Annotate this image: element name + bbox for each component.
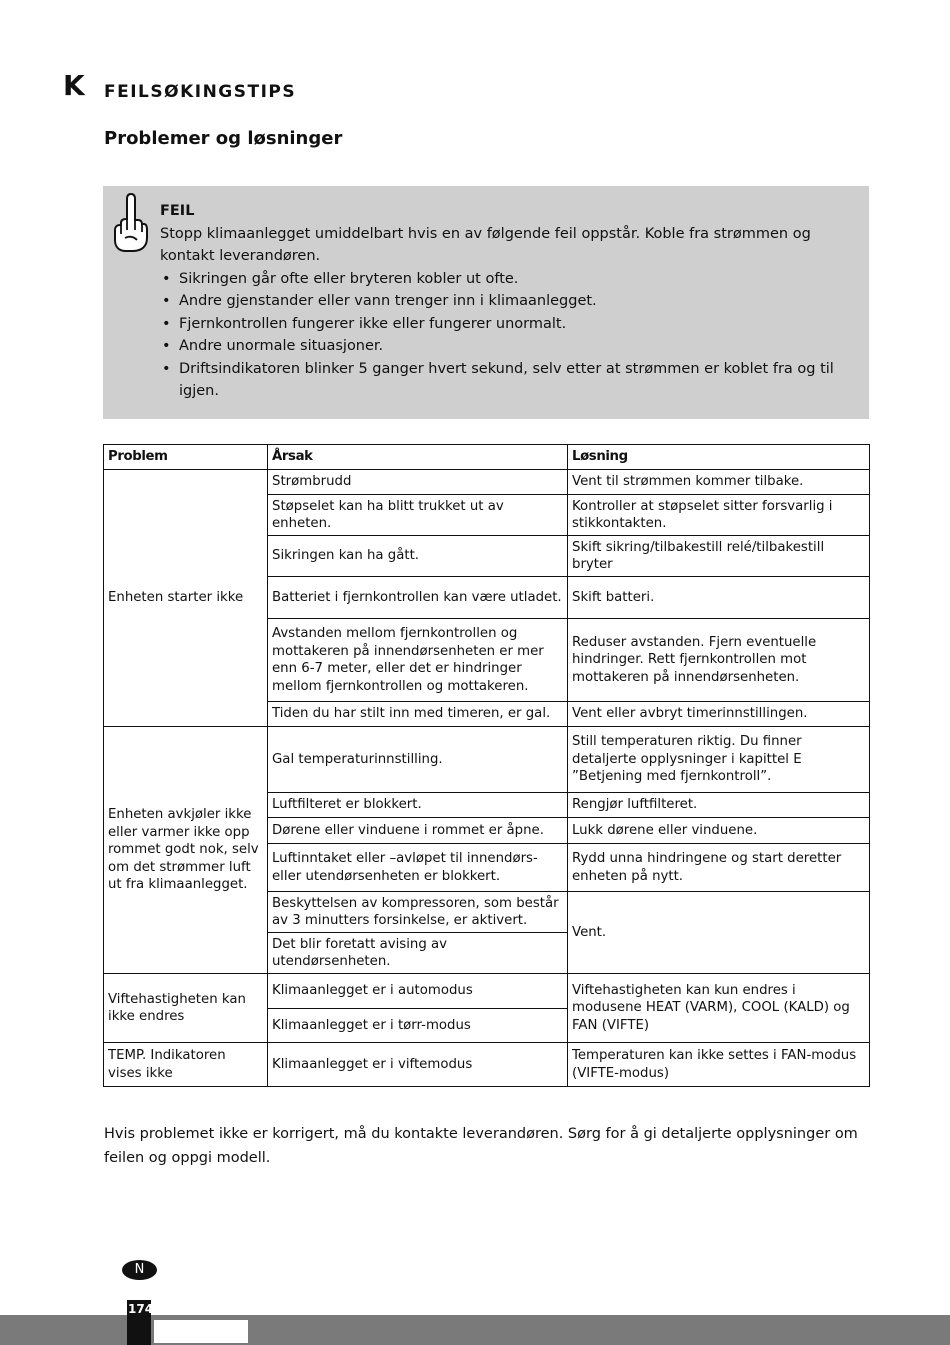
solution-cell: Skift batteri. xyxy=(568,577,870,619)
cause-cell: Det blir foretatt avising av utendørsenheten. xyxy=(268,933,568,974)
warning-heading: FEIL xyxy=(160,203,195,219)
cause-cell: Strømbrudd xyxy=(268,470,568,495)
warning-item: • Andre unormale situasjoner. xyxy=(160,335,850,358)
solution-cell: Vent til strømmen kommer tilbake. xyxy=(568,470,870,495)
solution-cell: Rengjør luftfilteret. xyxy=(568,793,870,818)
cause-cell: Klimaanlegget er i automodus xyxy=(268,974,568,1009)
warning-box xyxy=(103,186,869,419)
table-row xyxy=(104,470,870,495)
warning-item: • Fjernkontrollen fungerer ikke eller fungerer unormalt. xyxy=(160,313,850,336)
warning-intro: Stopp klimaanlegget umiddelbart hvis en av følgende feil oppstår. Koble fra strømmen og kontakt leverandøren. xyxy=(160,225,811,264)
column-header-problem: Problem xyxy=(104,445,268,470)
table-row xyxy=(104,1043,870,1087)
table-header-row xyxy=(104,445,870,470)
warning-list xyxy=(160,268,850,403)
solution-cell: Temperaturen kan ikke settes i FAN-modus (VIFTE-modus) xyxy=(568,1043,870,1087)
cause-cell: Luftfilteret er blokkert. xyxy=(268,793,568,818)
problem-cell: Enheten starter ikke xyxy=(104,470,268,727)
solution-cell: Lukk dørene eller vinduene. xyxy=(568,818,870,844)
pointing-finger-icon xyxy=(109,190,149,254)
footer-white-strip xyxy=(154,1320,248,1343)
section-letter: K xyxy=(63,69,85,102)
solution-cell: Kontroller at støpselet sitter forsvarlig i stikkontakten. xyxy=(568,495,870,536)
cause-cell: Dørene eller vinduene i rommet er åpne. xyxy=(268,818,568,844)
cause-cell: Batteriet i fjernkontrollen kan være utladet. xyxy=(268,577,568,619)
warning-item: • Sikringen går ofte eller bryteren kobler ut ofte. xyxy=(160,268,850,291)
solution-cell: Viftehastigheten kan kun endres i modusene HEAT (VARM), COOL (KALD) og FAN (VIFTE) xyxy=(568,974,870,1043)
page-subheading: Problemer og løsninger xyxy=(104,128,343,149)
problem-cell: Enheten avkjøler ikke eller varmer ikke opp rommet godt nok, selv om det strømmer luft ut fra klimaanlegget. xyxy=(104,727,268,974)
solution-cell: Vent eller avbryt timerinnstillingen. xyxy=(568,702,870,727)
cause-cell: Beskyttelsen av kompressoren, som består av 3 minutters forsinkelse, er aktivert. xyxy=(268,892,568,933)
table-row xyxy=(104,974,870,1009)
solution-cell: Vent. xyxy=(568,892,870,974)
column-header-cause: Årsak xyxy=(268,445,568,470)
problem-cell: TEMP. Indikatoren vises ikke xyxy=(104,1043,268,1087)
page-number: 174 xyxy=(128,1302,154,1316)
section-title: FEILSØKINGSTIPS xyxy=(104,82,297,102)
cause-cell: Gal temperaturinnstilling. xyxy=(268,727,568,793)
column-header-solution: Løsning xyxy=(568,445,870,470)
problem-cell: Viftehastigheten kan ikke endres xyxy=(104,974,268,1043)
solution-cell: Skift sikring/tilbakestill relé/tilbakestill bryter xyxy=(568,536,870,577)
cause-cell: Sikringen kan ha gått. xyxy=(268,536,568,577)
table-row xyxy=(104,727,870,793)
troubleshooting-table xyxy=(103,444,870,1087)
footer-paragraph: Hvis problemet ikke er korrigert, må du kontakte leverandøren. Sørg for å gi detaljerte opplysninger om feilen og oppgi modell. xyxy=(104,1126,858,1166)
cause-cell: Klimaanlegget er i viftemodus xyxy=(268,1043,568,1087)
solution-cell: Rydd unna hindringene og start deretter enheten på nytt. xyxy=(568,844,870,892)
warning-item: • Andre gjenstander eller vann trenger inn i klimaanlegget. xyxy=(160,290,850,313)
language-badge: N xyxy=(122,1260,157,1280)
cause-cell: Tiden du har stilt inn med timeren, er gal. xyxy=(268,702,568,727)
cause-cell: Støpselet kan ha blitt trukket ut av enheten. xyxy=(268,495,568,536)
solution-cell: Still temperaturen riktig. Du finner detaljerte opplysninger i kapittel E ”Betjening med fjernkontroll”. xyxy=(568,727,870,793)
cause-cell: Avstanden mellom fjernkontrollen og mottakeren på innendørsenheten er mer enn 6-7 meter, eller det er hindringer mellom fjernkontrollen og mottakeren. xyxy=(268,619,568,702)
cause-cell: Klimaanlegget er i tørr-modus xyxy=(268,1009,568,1043)
solution-cell: Reduser avstanden. Fjern eventuelle hindringer. Rett fjernkontrollen mot mottakeren på innendørsenheten. xyxy=(568,619,870,702)
cause-cell: Luftinntaket eller –avløpet til innendørs- eller utendørsenheten er blokkert. xyxy=(268,844,568,892)
warning-item: • Driftsindikatoren blinker 5 ganger hvert sekund, selv etter at strømmen er koblet fra og til igjen. xyxy=(160,358,850,403)
